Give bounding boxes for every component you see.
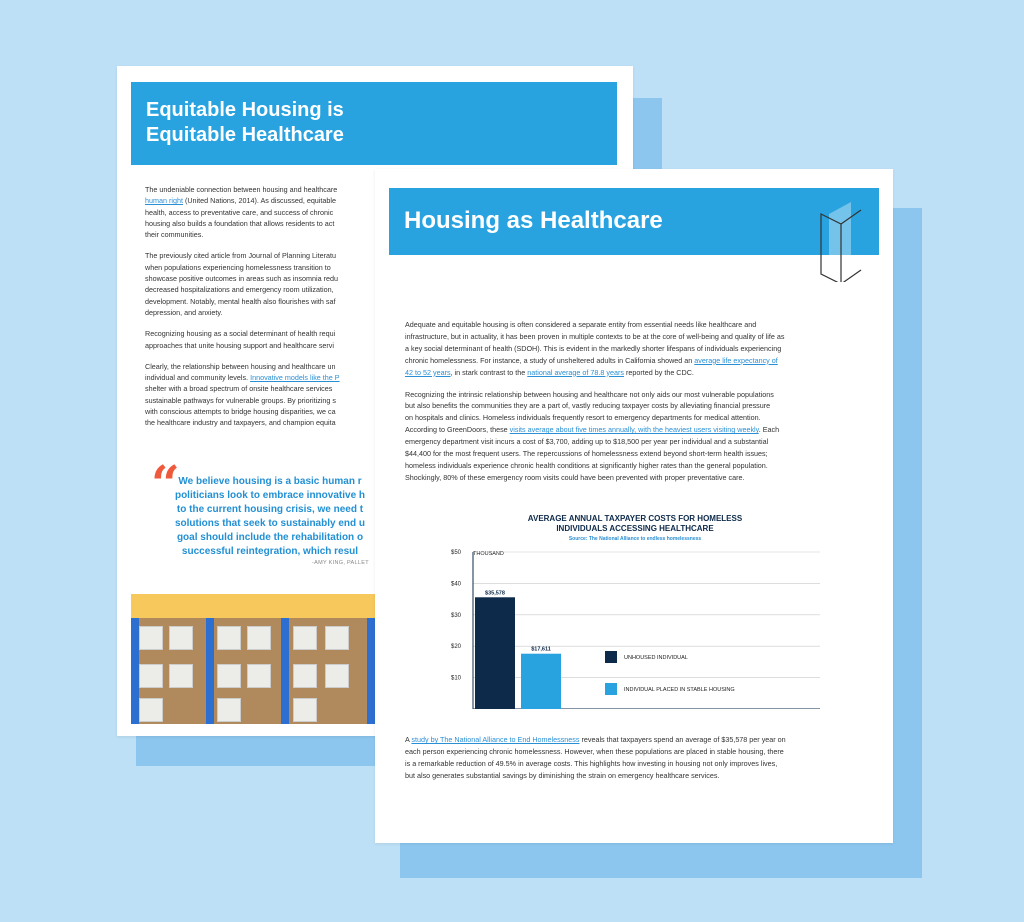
text-line: individual and community levels. [145, 373, 251, 383]
quote-line: goal should include the rehabilitation o [176, 532, 364, 543]
shelter-unit [217, 626, 241, 650]
text-line: but also generates substantial savings by diminishing the strain on emergency healthcare services. [405, 770, 720, 780]
y-tick-label: $20 [451, 644, 462, 651]
page2-para1 [405, 319, 867, 379]
life-expectancy-link[interactable]: 42 to 52 years [405, 367, 451, 377]
chart-svg [425, 509, 845, 709]
page1-title-line1: Equitable Housing is [146, 99, 344, 121]
life-expectancy-link[interactable]: average life expectancy of [694, 355, 778, 365]
page1-para1 [145, 184, 377, 240]
quote-line: solutions that seek to sustainably end u [174, 518, 366, 529]
legend-label: INDIVIDUAL PLACED IN STABLE HOUSING [624, 687, 735, 693]
shelter-unit [139, 664, 163, 688]
text-line: A [405, 735, 412, 744]
shelter-unit [217, 698, 241, 722]
shelter-unit [293, 626, 317, 650]
text-line: approaches that unite housing support and healthcare servi [145, 340, 334, 350]
y-axis-unit: THOUSAND [473, 551, 504, 557]
quote-attribution: -AMY KING, PALLET [312, 560, 369, 566]
shelter-unit [217, 664, 241, 688]
page2-title: Housing as Healthcare [404, 207, 663, 234]
page2-para2 [405, 389, 867, 484]
taxpayer-cost-chart [425, 509, 845, 709]
page2-para3 [405, 734, 867, 782]
quote-mark-icon: “ [151, 454, 180, 513]
cube-outline-icon [799, 202, 869, 282]
text-line: Adequate and equitable housing is often considered a separate entity from essential needs like healthcare and [405, 320, 757, 329]
text-line: decreased hospitalizations and emergency room utilization, [145, 285, 334, 295]
y-tick-label: $40 [451, 581, 462, 588]
text-line: but also benefits the communities they are a part of, vastly reducing taxpayer costs by alleviating financial pressure [405, 401, 771, 411]
text-line: Shockingly, 80% of these emergency room visits could have been prevented with proper preventative care. [405, 472, 745, 482]
text-line: a key social determinant of health (SDOH). This is evident in the markedly shorter lifespans of individuals experiencing [405, 343, 782, 353]
human-right-link[interactable]: human right [145, 196, 183, 206]
text-line: the healthcare industry and taxpayers, and champion equita [145, 418, 336, 428]
text-line: $44,400 for the most frequent users. The repercussions of homelessness extend beyond short-term health issues; [405, 449, 768, 459]
bar-value-label: $35,578 [485, 590, 505, 597]
text-line: homeless individuals experience chronic health conditions at significantly higher rates than the general population. [405, 460, 768, 470]
chart-subtitle: Source: The National Alliance to endless homelessness [568, 536, 702, 542]
text-line: sustainable pathways for vulnerable groups. By prioritizing s [145, 395, 336, 405]
shelter-unit [293, 698, 317, 722]
legend-label: UNHOUSED INDIVIDUAL [624, 655, 688, 661]
text-line: Recognizing the intrinsic relationship between housing and healthcare not only aids our most vulnerable populations [405, 389, 774, 399]
legend-swatch [605, 683, 617, 695]
text-line: depression, and anxiety. [145, 307, 223, 317]
shelter-unit [325, 626, 349, 650]
text-line: emergency department visit incurs a cost of $3,700, adding up to $18,500 per year per individual and a substantial [405, 437, 769, 447]
shelter-unit [169, 664, 193, 688]
shelter-unit [139, 626, 163, 650]
shelter-unit [247, 664, 271, 688]
page1-title [146, 98, 344, 148]
legend-swatch [605, 651, 617, 663]
text-line: According to GreenDoors, these [405, 425, 510, 435]
page1-banner [131, 82, 617, 165]
bar-1 [521, 654, 561, 709]
page2-closing [405, 734, 867, 792]
quote-line: to the current housing crisis, we need t [176, 504, 364, 515]
page1-para3 [145, 328, 377, 351]
y-tick-label: $50 [451, 550, 462, 556]
page1-title-line2: Equitable Healthcare [146, 124, 344, 146]
text-line: health, access to preventative care, and success of chronic [145, 207, 334, 217]
y-tick-label: $30 [451, 612, 462, 619]
text-line: chronic homelessness. For instance, a study of unsheltered adults in California showed an [405, 355, 695, 365]
text-line: , in stark contrast to the [450, 367, 528, 377]
text-line: each person experiencing chronic homelessness. However, when these populations are placed in stable housing, there [405, 746, 784, 756]
text-line: shelter with a broad spectrum of onsite healthcare services [145, 384, 333, 394]
quote-line: We believe housing is a basic human r [178, 476, 362, 487]
pull-quote [165, 475, 375, 559]
text-line: . Each [758, 425, 780, 435]
text-line: reveals that taxpayers spend an average of $35,578 per year on [579, 735, 786, 744]
photo-path [131, 618, 139, 724]
photo-path [206, 618, 214, 724]
text-line: Recognizing housing as a social determinant of health requi [145, 329, 336, 339]
page1-body [145, 184, 377, 439]
shelter-unit [169, 626, 193, 650]
photo-path [367, 618, 375, 724]
text-line: when populations experiencing homelessness transition to [145, 262, 331, 272]
text-line: (United Nations, 2014). As discussed, equitable [182, 196, 336, 206]
text-line: Clearly, the relationship between housing and healthcare un [145, 361, 336, 371]
text-line: The previously cited article from Journal of Planning Literatu [145, 251, 336, 261]
text-line: on hospitals and clinics. Homeless individuals frequently resort to emergency departments for medical attention. [405, 413, 761, 423]
page1-para2 [145, 250, 377, 318]
visits-average-link[interactable]: visits average about five times annually, with the heaviest users visiting weekly [509, 425, 759, 435]
chart-title: AVERAGE ANNUAL TAXPAYER COSTS FOR HOMELESS [527, 514, 743, 523]
bar-value-label: $17,611 [531, 646, 551, 653]
page-housing-as-healthcare [375, 169, 893, 843]
text-line: their communities. [145, 230, 204, 240]
text-line: The undeniable connection between housing and healthcare [145, 185, 338, 194]
page1-para4 [145, 361, 377, 429]
shelter-unit [293, 664, 317, 688]
y-tick-label: $10 [451, 675, 462, 682]
page2-banner [389, 188, 879, 255]
photo-path [281, 618, 289, 724]
naeh-study-link[interactable]: study by The National Alliance to End Homelessness [411, 735, 580, 744]
innovative-models-link[interactable]: Innovative models like the P [250, 373, 340, 383]
text-line: housing also builds a foundation that allows residents to act [145, 218, 335, 228]
shelter-unit [325, 664, 349, 688]
text-line: showcase positive outcomes in areas such as insomnia redu [145, 274, 338, 284]
quote-line: successful reintegration, which resul [181, 546, 359, 557]
shelter-unit [247, 626, 271, 650]
page2-body [405, 319, 867, 494]
national-average-link[interactable]: national average of 78.8 years [527, 367, 624, 377]
text-line: is a remarkable reduction of 49.5% in average costs. This highlights how investing in housing not only improves lives, [405, 758, 778, 768]
text-line: reported by the CDC. [623, 367, 694, 377]
chart-title: INDIVIDUALS ACCESSING HEALTHCARE [556, 524, 714, 533]
text-line: development. Notably, mental health also flourishes with saf [145, 296, 336, 306]
shelter-unit [139, 698, 163, 722]
text-line: infrastructure, but in actuality, it has been proven in multiple contexts to be at the core of well-being and quality of life as [405, 331, 785, 341]
bar-0 [475, 597, 515, 709]
quote-line: politicians look to embrace innovative h [174, 490, 366, 501]
text-line: with conscious attempts to bridge housing disparities, we ca [145, 407, 336, 417]
